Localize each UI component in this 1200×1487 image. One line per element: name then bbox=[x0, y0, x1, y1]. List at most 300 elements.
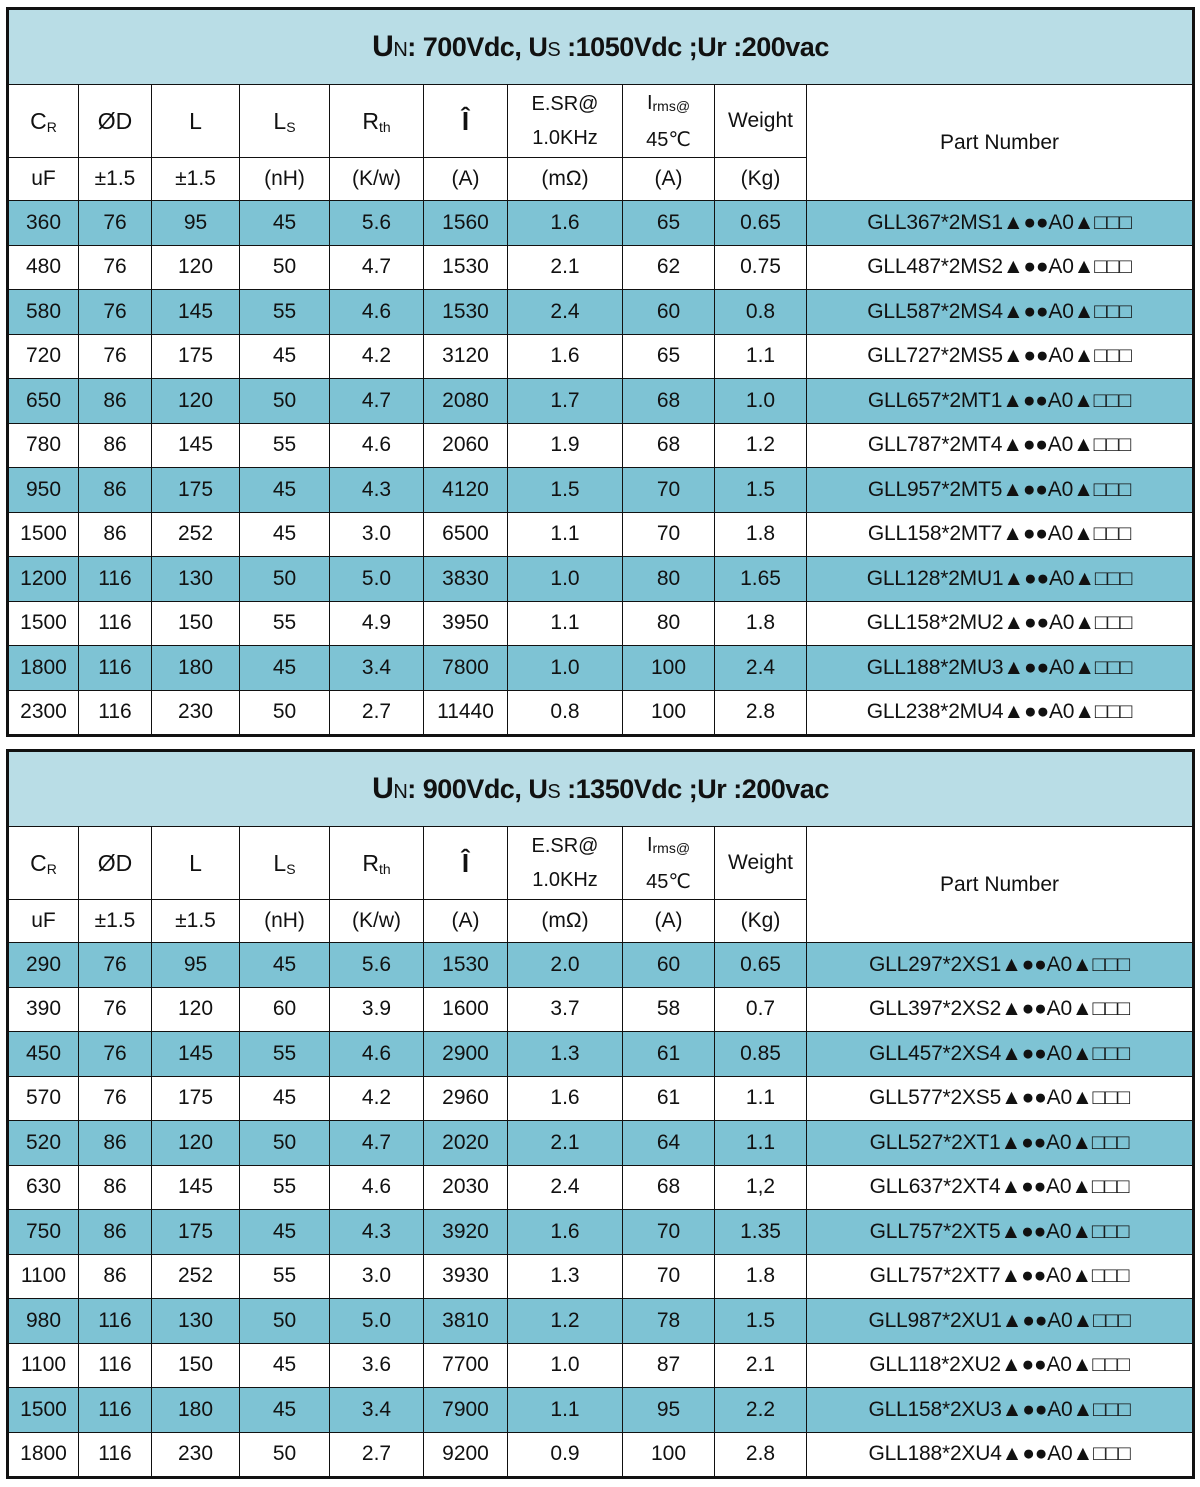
cell-length: 95 bbox=[152, 201, 240, 246]
cell-part-number: GLL957*2MT5▲●●A0▲□□□ bbox=[807, 468, 1194, 513]
cell-thermal-resistance: 4.7 bbox=[330, 379, 424, 424]
unit-cell: (A) bbox=[424, 158, 508, 201]
cell-esr: 1.7 bbox=[508, 379, 623, 424]
table-row bbox=[8, 1343, 1194, 1388]
cell-part-number: GLL527*2XT1▲●●A0▲□□□ bbox=[807, 1121, 1194, 1166]
cell-capacitance: 1100 bbox=[8, 1254, 79, 1299]
cell-length: 175 bbox=[152, 1210, 240, 1255]
cell-weight: 1.0 bbox=[715, 379, 807, 424]
unit-cell: (mΩ) bbox=[508, 900, 623, 943]
table-row bbox=[8, 423, 1194, 468]
cell-weight: 1.1 bbox=[715, 1121, 807, 1166]
cell-weight: 0.65 bbox=[715, 943, 807, 988]
cell-length: 145 bbox=[152, 423, 240, 468]
cell-esr: 2.4 bbox=[508, 1165, 623, 1210]
cell-diameter: 76 bbox=[79, 245, 152, 290]
cell-weight: 0.8 bbox=[715, 290, 807, 335]
cell-diameter: 86 bbox=[79, 468, 152, 513]
cell-peak-current: 7700 bbox=[424, 1343, 508, 1388]
cell-irms: 70 bbox=[623, 1254, 715, 1299]
cell-diameter: 116 bbox=[79, 1343, 152, 1388]
cell-thermal-resistance: 4.9 bbox=[330, 601, 424, 646]
cell-part-number: GLL158*2XU3▲●●A0▲□□□ bbox=[807, 1388, 1194, 1433]
cell-inductance: 45 bbox=[240, 1388, 330, 1433]
cell-irms: 64 bbox=[623, 1121, 715, 1166]
cell-weight: 1.65 bbox=[715, 557, 807, 602]
cell-thermal-resistance: 4.6 bbox=[330, 290, 424, 335]
cell-thermal-resistance: 5.0 bbox=[330, 557, 424, 602]
header-weight: Weight bbox=[715, 827, 807, 900]
cell-esr: 1.1 bbox=[508, 512, 623, 557]
cell-thermal-resistance: 4.7 bbox=[330, 245, 424, 290]
cell-diameter: 76 bbox=[79, 201, 152, 246]
cell-esr: 1.1 bbox=[508, 1388, 623, 1433]
table-row bbox=[8, 468, 1194, 513]
cell-diameter: 76 bbox=[79, 1076, 152, 1121]
unit-cell: (Kg) bbox=[715, 158, 807, 201]
cell-thermal-resistance: 4.6 bbox=[330, 423, 424, 468]
header-peak-current: Î bbox=[424, 827, 508, 900]
cell-peak-current: 2080 bbox=[424, 379, 508, 424]
cell-irms: 60 bbox=[623, 943, 715, 988]
header-thermal-resistance: $R_{th}$ bbox=[330, 85, 424, 158]
cell-diameter: 76 bbox=[79, 987, 152, 1032]
cell-peak-current: 3120 bbox=[424, 334, 508, 379]
table-row bbox=[8, 379, 1194, 424]
cell-esr: 1.9 bbox=[508, 423, 623, 468]
unit-cell: (Kg) bbox=[715, 900, 807, 943]
cell-length: 230 bbox=[152, 1432, 240, 1478]
cell-capacitance: 360 bbox=[8, 201, 79, 246]
cell-diameter: 116 bbox=[79, 557, 152, 602]
cell-part-number: GLL587*2MS4▲●●A0▲□□□ bbox=[807, 290, 1194, 335]
cell-weight: 2.2 bbox=[715, 1388, 807, 1433]
table-row bbox=[8, 646, 1194, 691]
cell-diameter: 116 bbox=[79, 1388, 152, 1433]
cell-inductance: 45 bbox=[240, 468, 330, 513]
cell-peak-current: 7900 bbox=[424, 1388, 508, 1433]
cell-esr: 1.6 bbox=[508, 201, 623, 246]
cell-inductance: 55 bbox=[240, 1254, 330, 1299]
cell-irms: 87 bbox=[623, 1343, 715, 1388]
cell-length: 145 bbox=[152, 1032, 240, 1077]
cell-part-number: GLL238*2MU4▲●●A0▲□□□ bbox=[807, 690, 1194, 736]
header-peak-current: Î bbox=[424, 85, 508, 158]
table-row bbox=[8, 1299, 1194, 1344]
cell-inductance: 55 bbox=[240, 601, 330, 646]
cell-peak-current: 1530 bbox=[424, 290, 508, 335]
cell-peak-current: 1530 bbox=[424, 943, 508, 988]
cell-inductance: 45 bbox=[240, 1076, 330, 1121]
cell-irms: 68 bbox=[623, 423, 715, 468]
unit-cell: (A) bbox=[623, 900, 715, 943]
cell-length: 120 bbox=[152, 1121, 240, 1166]
cell-part-number: GLL367*2MS1▲●●A0▲□□□ bbox=[807, 201, 1194, 246]
cell-part-number: GLL397*2XS2▲●●A0▲□□□ bbox=[807, 987, 1194, 1032]
unit-cell: (nH) bbox=[240, 158, 330, 201]
header-length: L bbox=[152, 85, 240, 158]
cell-esr: 1.3 bbox=[508, 1032, 623, 1077]
cell-inductance: 50 bbox=[240, 557, 330, 602]
header-weight: Weight bbox=[715, 85, 807, 158]
cell-inductance: 50 bbox=[240, 1299, 330, 1344]
cell-part-number: GLL757*2XT5▲●●A0▲□□□ bbox=[807, 1210, 1194, 1255]
cell-peak-current: 1600 bbox=[424, 987, 508, 1032]
cell-irms: 65 bbox=[623, 201, 715, 246]
cell-thermal-resistance: 2.7 bbox=[330, 1432, 424, 1478]
cell-diameter: 86 bbox=[79, 1121, 152, 1166]
cell-diameter: 86 bbox=[79, 1210, 152, 1255]
cell-capacitance: 1500 bbox=[8, 1388, 79, 1433]
table-title: UN: 700Vdc, US :1050Vdc ;Ur :200vac bbox=[8, 9, 1194, 85]
header-diameter: ØD bbox=[79, 85, 152, 158]
cell-part-number: GLL637*2XT4▲●●A0▲□□□ bbox=[807, 1165, 1194, 1210]
cell-capacitance: 1500 bbox=[8, 601, 79, 646]
cell-capacitance: 980 bbox=[8, 1299, 79, 1344]
cell-esr: 1.6 bbox=[508, 1076, 623, 1121]
table-row bbox=[8, 1032, 1194, 1077]
cell-inductance: 55 bbox=[240, 423, 330, 468]
cell-irms: 58 bbox=[623, 987, 715, 1032]
cell-inductance: 45 bbox=[240, 334, 330, 379]
cell-esr: 2.1 bbox=[508, 1121, 623, 1166]
header-inductance: $L_S$ bbox=[240, 85, 330, 158]
cell-thermal-resistance: 3.0 bbox=[330, 1254, 424, 1299]
cell-weight: 2.8 bbox=[715, 1432, 807, 1478]
table-row bbox=[8, 290, 1194, 335]
cell-irms: 100 bbox=[623, 646, 715, 691]
cell-capacitance: 1500 bbox=[8, 512, 79, 557]
cell-length: 130 bbox=[152, 557, 240, 602]
cell-weight: 2.4 bbox=[715, 646, 807, 691]
cell-part-number: GLL158*2MU2▲●●A0▲□□□ bbox=[807, 601, 1194, 646]
cell-peak-current: 2020 bbox=[424, 1121, 508, 1166]
cell-part-number: GLL577*2XS5▲●●A0▲□□□ bbox=[807, 1076, 1194, 1121]
cell-weight: 1.1 bbox=[715, 1076, 807, 1121]
cell-part-number: GLL987*2XU1▲●●A0▲□□□ bbox=[807, 1299, 1194, 1344]
header-inductance: $L_S$ bbox=[240, 827, 330, 900]
cell-inductance: 55 bbox=[240, 1032, 330, 1077]
cell-length: 175 bbox=[152, 468, 240, 513]
cell-capacitance: 390 bbox=[8, 987, 79, 1032]
cell-capacitance: 630 bbox=[8, 1165, 79, 1210]
cell-length: 150 bbox=[152, 601, 240, 646]
cell-thermal-resistance: 4.2 bbox=[330, 1076, 424, 1121]
header-part-number: Part Number bbox=[807, 827, 1194, 943]
cell-part-number: GLL457*2XS4▲●●A0▲□□□ bbox=[807, 1032, 1194, 1077]
cell-diameter: 116 bbox=[79, 1299, 152, 1344]
unit-cell: uF bbox=[8, 900, 79, 943]
cell-esr: 1.3 bbox=[508, 1254, 623, 1299]
cell-inductance: 50 bbox=[240, 1121, 330, 1166]
table-row bbox=[8, 201, 1194, 246]
cell-inductance: 60 bbox=[240, 987, 330, 1032]
cell-weight: 1.8 bbox=[715, 512, 807, 557]
table-row bbox=[8, 1165, 1194, 1210]
cell-part-number: GLL188*2MU3▲●●A0▲□□□ bbox=[807, 646, 1194, 691]
cell-thermal-resistance: 2.7 bbox=[330, 690, 424, 736]
unit-cell: ±1.5 bbox=[152, 158, 240, 201]
cell-peak-current: 4120 bbox=[424, 468, 508, 513]
cell-weight: 0.7 bbox=[715, 987, 807, 1032]
cell-part-number: GLL657*2MT1▲●●A0▲□□□ bbox=[807, 379, 1194, 424]
table-row bbox=[8, 1254, 1194, 1299]
cell-thermal-resistance: 4.6 bbox=[330, 1032, 424, 1077]
cell-thermal-resistance: 3.4 bbox=[330, 646, 424, 691]
cell-weight: 2.8 bbox=[715, 690, 807, 736]
header-irms: $I_{rms@}$ 45℃ bbox=[623, 85, 715, 158]
cell-weight: 2.1 bbox=[715, 1343, 807, 1388]
cell-inductance: 50 bbox=[240, 379, 330, 424]
cell-esr: 1.6 bbox=[508, 334, 623, 379]
cell-irms: 60 bbox=[623, 290, 715, 335]
cell-capacitance: 290 bbox=[8, 943, 79, 988]
cell-peak-current: 1530 bbox=[424, 245, 508, 290]
cell-esr: 1.0 bbox=[508, 1343, 623, 1388]
cell-diameter: 86 bbox=[79, 1254, 152, 1299]
cell-part-number: GLL787*2MT4▲●●A0▲□□□ bbox=[807, 423, 1194, 468]
cell-peak-current: 9200 bbox=[424, 1432, 508, 1478]
cell-part-number: GLL188*2XU4▲●●A0▲□□□ bbox=[807, 1432, 1194, 1478]
cell-inductance: 55 bbox=[240, 290, 330, 335]
cell-length: 120 bbox=[152, 245, 240, 290]
unit-cell: (K/w) bbox=[330, 158, 424, 201]
cell-irms: 80 bbox=[623, 601, 715, 646]
cell-peak-current: 11440 bbox=[424, 690, 508, 736]
cell-peak-current: 3950 bbox=[424, 601, 508, 646]
unit-cell: (mΩ) bbox=[508, 158, 623, 201]
cell-peak-current: 6500 bbox=[424, 512, 508, 557]
cell-part-number: GLL487*2MS2▲●●A0▲□□□ bbox=[807, 245, 1194, 290]
cell-irms: 65 bbox=[623, 334, 715, 379]
cell-length: 120 bbox=[152, 987, 240, 1032]
cell-capacitance: 750 bbox=[8, 1210, 79, 1255]
cell-diameter: 86 bbox=[79, 512, 152, 557]
cell-thermal-resistance: 3.0 bbox=[330, 512, 424, 557]
header-part-number: Part Number bbox=[807, 85, 1194, 201]
cell-inductance: 45 bbox=[240, 943, 330, 988]
cell-esr: 2.0 bbox=[508, 943, 623, 988]
cell-irms: 61 bbox=[623, 1076, 715, 1121]
cell-diameter: 76 bbox=[79, 290, 152, 335]
cell-part-number: GLL757*2XT7▲●●A0▲□□□ bbox=[807, 1254, 1194, 1299]
cell-weight: 1.5 bbox=[715, 1299, 807, 1344]
cell-esr: 1.2 bbox=[508, 1299, 623, 1344]
cell-length: 120 bbox=[152, 379, 240, 424]
cell-length: 230 bbox=[152, 690, 240, 736]
cell-peak-current: 3920 bbox=[424, 1210, 508, 1255]
cell-weight: 1.8 bbox=[715, 1254, 807, 1299]
table-row bbox=[8, 334, 1194, 379]
cell-length: 252 bbox=[152, 1254, 240, 1299]
cell-capacitance: 520 bbox=[8, 1121, 79, 1166]
cell-thermal-resistance: 3.4 bbox=[330, 1388, 424, 1433]
cell-esr: 0.9 bbox=[508, 1432, 623, 1478]
cell-diameter: 86 bbox=[79, 1165, 152, 1210]
cell-length: 130 bbox=[152, 1299, 240, 1344]
cell-inductance: 45 bbox=[240, 646, 330, 691]
cell-weight: 1.35 bbox=[715, 1210, 807, 1255]
table-row bbox=[8, 557, 1194, 602]
cell-thermal-resistance: 5.0 bbox=[330, 1299, 424, 1344]
table-row bbox=[8, 1432, 1194, 1478]
cell-diameter: 116 bbox=[79, 1432, 152, 1478]
cell-thermal-resistance: 4.3 bbox=[330, 468, 424, 513]
cell-irms: 61 bbox=[623, 1032, 715, 1077]
table-row bbox=[8, 987, 1194, 1032]
cell-peak-current: 3810 bbox=[424, 1299, 508, 1344]
cell-diameter: 116 bbox=[79, 601, 152, 646]
table-row bbox=[8, 1121, 1194, 1166]
spec-table-900vdc bbox=[6, 749, 1195, 1479]
cell-part-number: GLL128*2MU1▲●●A0▲□□□ bbox=[807, 557, 1194, 602]
cell-esr: 1.0 bbox=[508, 557, 623, 602]
cell-length: 175 bbox=[152, 1076, 240, 1121]
cell-capacitance: 2300 bbox=[8, 690, 79, 736]
table-row bbox=[8, 601, 1194, 646]
cell-capacitance: 1800 bbox=[8, 1432, 79, 1478]
cell-diameter: 116 bbox=[79, 690, 152, 736]
cell-peak-current: 7800 bbox=[424, 646, 508, 691]
cell-thermal-resistance: 4.7 bbox=[330, 1121, 424, 1166]
cell-diameter: 116 bbox=[79, 646, 152, 691]
header-capacitance: $C_R$ bbox=[8, 827, 79, 900]
table-title: UN: 900Vdc, US :1350Vdc ;Ur :200vac bbox=[8, 751, 1194, 827]
cell-weight: 0.75 bbox=[715, 245, 807, 290]
unit-cell: ±1.5 bbox=[79, 900, 152, 943]
cell-thermal-resistance: 4.2 bbox=[330, 334, 424, 379]
cell-weight: 0.85 bbox=[715, 1032, 807, 1077]
cell-irms: 68 bbox=[623, 1165, 715, 1210]
cell-thermal-resistance: 3.9 bbox=[330, 987, 424, 1032]
cell-capacitance: 570 bbox=[8, 1076, 79, 1121]
cell-part-number: GLL118*2XU2▲●●A0▲□□□ bbox=[807, 1343, 1194, 1388]
cell-peak-current: 1560 bbox=[424, 201, 508, 246]
unit-cell: ±1.5 bbox=[79, 158, 152, 201]
table-row bbox=[8, 1210, 1194, 1255]
cell-length: 180 bbox=[152, 1388, 240, 1433]
cell-thermal-resistance: 5.6 bbox=[330, 943, 424, 988]
cell-esr: 2.4 bbox=[508, 290, 623, 335]
cell-diameter: 76 bbox=[79, 334, 152, 379]
cell-esr: 1.0 bbox=[508, 646, 623, 691]
cell-irms: 68 bbox=[623, 379, 715, 424]
cell-capacitance: 480 bbox=[8, 245, 79, 290]
unit-cell: (A) bbox=[424, 900, 508, 943]
cell-peak-current: 2060 bbox=[424, 423, 508, 468]
header-length: L bbox=[152, 827, 240, 900]
cell-length: 145 bbox=[152, 290, 240, 335]
cell-part-number: GLL297*2XS1▲●●A0▲□□□ bbox=[807, 943, 1194, 988]
cell-esr: 0.8 bbox=[508, 690, 623, 736]
cell-capacitance: 650 bbox=[8, 379, 79, 424]
cell-diameter: 86 bbox=[79, 423, 152, 468]
header-thermal-resistance: $R_{th}$ bbox=[330, 827, 424, 900]
cell-peak-current: 2030 bbox=[424, 1165, 508, 1210]
cell-capacitance: 450 bbox=[8, 1032, 79, 1077]
spec-table-700vdc bbox=[6, 7, 1195, 737]
unit-cell: (nH) bbox=[240, 900, 330, 943]
table-row bbox=[8, 690, 1194, 736]
cell-thermal-resistance: 3.6 bbox=[330, 1343, 424, 1388]
table-row bbox=[8, 512, 1194, 557]
cell-diameter: 76 bbox=[79, 943, 152, 988]
cell-irms: 70 bbox=[623, 512, 715, 557]
cell-esr: 3.7 bbox=[508, 987, 623, 1032]
cell-length: 252 bbox=[152, 512, 240, 557]
cell-capacitance: 580 bbox=[8, 290, 79, 335]
cell-esr: 1.1 bbox=[508, 601, 623, 646]
cell-thermal-resistance: 4.3 bbox=[330, 1210, 424, 1255]
cell-weight: 0.65 bbox=[715, 201, 807, 246]
cell-peak-current: 3830 bbox=[424, 557, 508, 602]
table-row bbox=[8, 943, 1194, 988]
cell-diameter: 86 bbox=[79, 379, 152, 424]
header-irms: $I_{rms@}$ 45℃ bbox=[623, 827, 715, 900]
cell-part-number: GLL158*2MT7▲●●A0▲□□□ bbox=[807, 512, 1194, 557]
cell-esr: 1.6 bbox=[508, 1210, 623, 1255]
cell-diameter: 76 bbox=[79, 1032, 152, 1077]
cell-irms: 70 bbox=[623, 1210, 715, 1255]
cell-inductance: 50 bbox=[240, 690, 330, 736]
cell-irms: 80 bbox=[623, 557, 715, 602]
cell-capacitance: 950 bbox=[8, 468, 79, 513]
cell-weight: 1.2 bbox=[715, 423, 807, 468]
header-diameter: ØD bbox=[79, 827, 152, 900]
cell-capacitance: 720 bbox=[8, 334, 79, 379]
cell-capacitance: 1200 bbox=[8, 557, 79, 602]
cell-esr: 1.5 bbox=[508, 468, 623, 513]
unit-cell: ±1.5 bbox=[152, 900, 240, 943]
cell-length: 150 bbox=[152, 1343, 240, 1388]
cell-irms: 95 bbox=[623, 1388, 715, 1433]
cell-part-number: GLL727*2MS5▲●●A0▲□□□ bbox=[807, 334, 1194, 379]
cell-peak-current: 2900 bbox=[424, 1032, 508, 1077]
cell-inductance: 55 bbox=[240, 1165, 330, 1210]
cell-capacitance: 780 bbox=[8, 423, 79, 468]
cell-irms: 100 bbox=[623, 690, 715, 736]
cell-inductance: 45 bbox=[240, 512, 330, 557]
cell-irms: 78 bbox=[623, 1299, 715, 1344]
cell-peak-current: 2960 bbox=[424, 1076, 508, 1121]
cell-thermal-resistance: 5.6 bbox=[330, 201, 424, 246]
table-row bbox=[8, 245, 1194, 290]
cell-capacitance: 1100 bbox=[8, 1343, 79, 1388]
cell-length: 95 bbox=[152, 943, 240, 988]
header-esr: E.SR@ 1.0KHz bbox=[508, 85, 623, 158]
cell-weight: 1,2 bbox=[715, 1165, 807, 1210]
cell-length: 145 bbox=[152, 1165, 240, 1210]
cell-weight: 1.8 bbox=[715, 601, 807, 646]
unit-cell: uF bbox=[8, 158, 79, 201]
cell-thermal-resistance: 4.6 bbox=[330, 1165, 424, 1210]
cell-esr: 2.1 bbox=[508, 245, 623, 290]
cell-length: 175 bbox=[152, 334, 240, 379]
cell-irms: 70 bbox=[623, 468, 715, 513]
cell-inductance: 50 bbox=[240, 1432, 330, 1478]
cell-peak-current: 3930 bbox=[424, 1254, 508, 1299]
cell-inductance: 45 bbox=[240, 1343, 330, 1388]
unit-cell: (K/w) bbox=[330, 900, 424, 943]
cell-inductance: 50 bbox=[240, 245, 330, 290]
cell-irms: 100 bbox=[623, 1432, 715, 1478]
cell-inductance: 45 bbox=[240, 1210, 330, 1255]
cell-weight: 1.1 bbox=[715, 334, 807, 379]
cell-capacitance: 1800 bbox=[8, 646, 79, 691]
header-capacitance: $C_R$ bbox=[8, 85, 79, 158]
table-row bbox=[8, 1388, 1194, 1433]
cell-length: 180 bbox=[152, 646, 240, 691]
